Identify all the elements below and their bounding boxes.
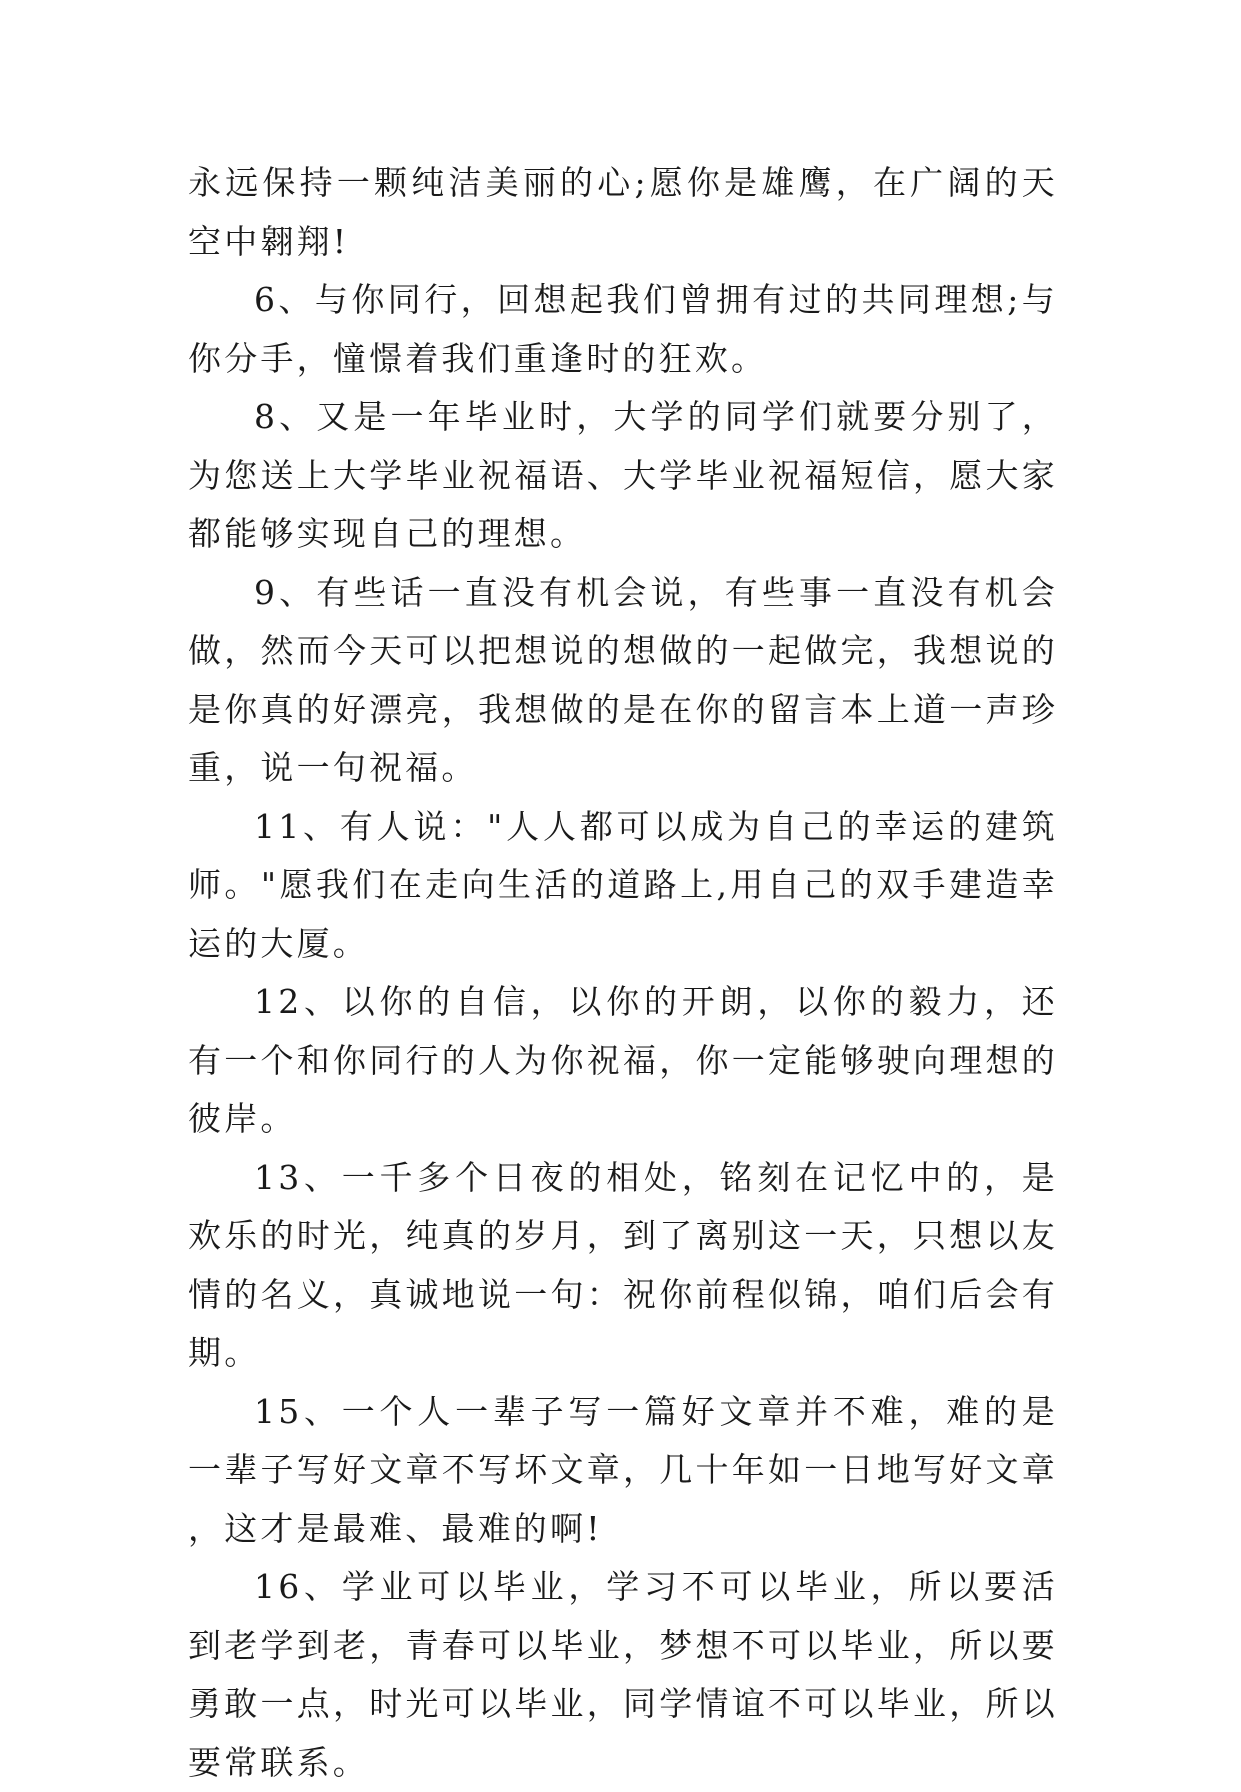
paragraph-item-16: 16、学业可以毕业，学习不可以毕业，所以要活到老学到老，青春可以毕业，梦想不可以毕业，所以要勇敢一点，时光可以毕业，同学情谊不可以毕业，所以要常联系。 xyxy=(188,1567,1058,1782)
paragraph-item-9: 9、有些话一直没有机会说，有些事一直没有机会做，然而今天可以把想说的想做的一起做完，我想说的是你真的好漂亮，我想做的是在你的留言本上道一声珍重，说一句祝福。 xyxy=(188,572,1058,787)
paragraph-item-12: 12、以你的自信，以你的开朗，以你的毅力，还有一个和你同行的人为你祝福，你一定能够驶向理想的彼岸。 xyxy=(188,982,1058,1138)
paragraph-item-6: 6、与你同行，回想起我们曾拥有过的共同理想;与你分手，憧憬着我们重逢时的狂欢。 xyxy=(188,280,1058,378)
paragraph-continuation: 永远保持一颗纯洁美丽的心;愿你是雄鹰，在广阔的天空中翱翔! xyxy=(188,163,1058,261)
document-body xyxy=(188,154,1058,1792)
paragraph-item-13: 13、一千多个日夜的相处，铭刻在记忆中的，是欢乐的时光，纯真的岁月，到了离别这一天，只想以友情的名义，真诚地说一句：祝你前程似锦，咱们后会有期。 xyxy=(188,1157,1058,1372)
paragraph-item-15: 15、一个人一辈子写一篇好文章并不难，难的是一辈子写好文章不写坏文章，几十年如一日地写好文章，这才是最难、最难的啊! xyxy=(188,1391,1058,1548)
paragraph-item-11: 11、有人说："人人都可以成为自己的幸运的建筑师。"愿我们在走向生活的道路上,用自己的双手建造幸运的大厦。 xyxy=(188,806,1058,963)
paragraph-item-8: 8、又是一年毕业时，大学的同学们就要分别了，为您送上大学毕业祝福语、大学毕业祝福短信，愿大家都能够实现自己的理想。 xyxy=(188,397,1058,553)
